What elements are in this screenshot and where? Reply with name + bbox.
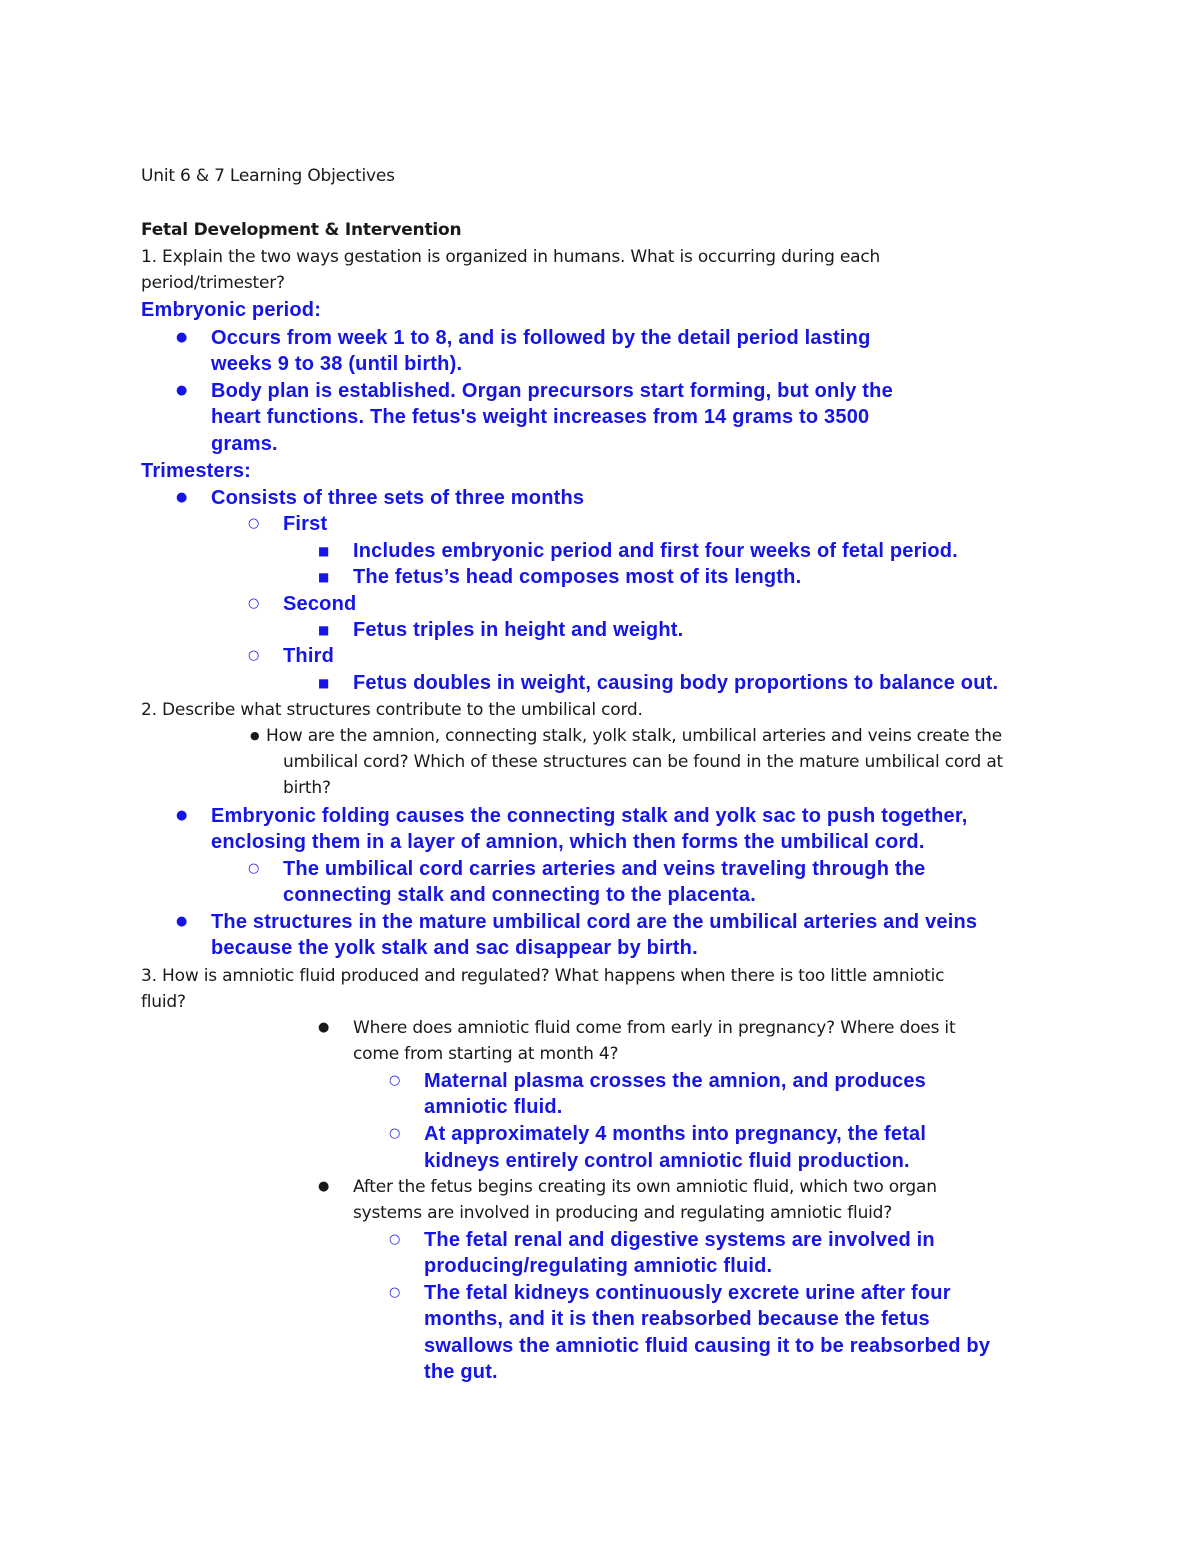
bullet-ring-icon: ○: [389, 1232, 401, 1247]
bullet-dot-icon: ●: [176, 490, 188, 505]
question-text-cont: fluid?: [141, 992, 186, 1012]
answer-text: producing/regulating amniotic fluid.: [424, 1255, 773, 1277]
bullet-square-icon: ■: [318, 570, 330, 584]
bullet-dot-icon: ●: [318, 1020, 330, 1035]
subquestion-text: come from starting at month 4?: [353, 1044, 619, 1064]
bullet-ring-icon: ○: [248, 516, 260, 531]
answer-text: because the yolk stalk and sac disappear by birth.: [211, 937, 698, 959]
answer-text: Includes embryonic period and first four weeks of fetal period.: [353, 540, 958, 562]
answer-text: Second: [283, 593, 357, 615]
bullet-ring-icon: ○: [389, 1126, 401, 1141]
answer-text: grams.: [211, 433, 278, 455]
answer-text: enclosing them in a layer of amnion, which then forms the umbilical cord.: [211, 831, 925, 853]
answer-text: Fetus triples in height and weight.: [353, 619, 684, 641]
answer-text: Maternal plasma crosses the amnion, and produces: [424, 1070, 926, 1092]
subquestion-text: umbilical cord? Which of these structures can be found in the mature umbilical cord at: [283, 752, 1004, 772]
answer-text: The structures in the mature umbilical cord are the umbilical arteries and veins: [211, 911, 978, 933]
answer-text: At approximately 4 months into pregnancy, the fetal: [424, 1123, 927, 1145]
question-text: Explain the two ways gestation is organized in humans. What is occurring during each: [162, 247, 881, 267]
subquestion-text: How are the amnion, connecting stalk, yolk stalk, umbilical arteries and veins create the: [266, 726, 1002, 746]
answer-text: The fetal renal and digestive systems are involved in: [424, 1229, 935, 1251]
answer-text: Consists of three sets of three months: [211, 487, 585, 509]
bullet-square-icon: ■: [318, 544, 330, 558]
answer-text: the gut.: [424, 1361, 498, 1383]
answer-text: The fetus’s head composes most of its length.: [353, 566, 802, 588]
subquestion-text: Where does amniotic fluid come from early in pregnancy? Where does it: [353, 1018, 956, 1038]
answer-heading-embryonic: Embryonic period:: [141, 299, 322, 321]
answer-text: Third: [283, 645, 334, 667]
answer-text: Embryonic folding causes the connecting stalk and yolk sac to push together,: [211, 805, 968, 827]
question-number: 3.: [141, 966, 157, 986]
question-text-cont: period/trimester?: [141, 273, 285, 293]
question-1: [141, 244, 880, 270]
section-heading: Fetal Development & Intervention: [141, 220, 462, 240]
answer-text: weeks 9 to 38 (until birth).: [211, 353, 463, 375]
bullet-ring-icon: ○: [248, 596, 260, 611]
answer-text: connecting stalk and connecting to the placenta.: [283, 884, 756, 906]
answer-text: kidneys entirely control amniotic fluid production.: [424, 1150, 910, 1172]
bullet-ring-icon: ○: [248, 648, 260, 663]
bullet-ring-icon: ○: [248, 861, 260, 876]
subquestion-text: After the fetus begins creating its own amniotic fluid, which two organ: [353, 1177, 937, 1197]
bullet-dot-icon: ●: [318, 1179, 330, 1194]
answer-text: swallows the amniotic fluid causing it to be reabsorbed by: [424, 1335, 991, 1357]
answer-text: Body plan is established. Organ precursors start forming, but only the: [211, 380, 893, 402]
bullet-dot-icon: ●: [176, 808, 188, 823]
answer-text: The umbilical cord carries arteries and veins traveling through the: [283, 858, 926, 880]
bullet-ring-icon: ○: [389, 1285, 401, 1300]
answer-text: heart functions. The fetus's weight increases from 14 grams to 3500: [211, 406, 870, 428]
bullet-ring-icon: ○: [389, 1073, 401, 1088]
answer-text: Occurs from week 1 to 8, and is followed by the detail period lasting: [211, 327, 871, 349]
question-number: 1.: [141, 247, 157, 267]
subquestion-text: systems are involved in producing and regulating amniotic fluid?: [353, 1203, 893, 1223]
bullet-square-icon: ■: [318, 676, 330, 690]
answer-text: months, and it is then reabsorbed because the fetus: [424, 1308, 930, 1330]
subquestion-text: birth?: [283, 778, 331, 798]
bullet-dot-icon: ●: [176, 914, 188, 929]
question-text: How is amniotic fluid produced and regulated? What happens when there is too little amniotic: [162, 966, 945, 986]
bullet-dot-icon: ●: [176, 330, 188, 345]
question-number: 2.: [141, 700, 157, 720]
document-title: Unit 6 & 7 Learning Objectives: [141, 166, 395, 186]
answer-text: amniotic fluid.: [424, 1096, 563, 1118]
bullet-dot-icon: ●: [250, 729, 260, 742]
answer-text: The fetal kidneys continuously excrete urine after four: [424, 1282, 951, 1304]
answer-heading-trimesters: Trimesters:: [141, 460, 252, 482]
question-3: [141, 963, 944, 989]
answer-text: Fetus doubles in weight, causing body proportions to balance out.: [353, 672, 999, 694]
question-text: Describe what structures contribute to the umbilical cord.: [162, 700, 643, 720]
bullet-square-icon: ■: [318, 623, 330, 637]
question-2: [141, 697, 643, 723]
answer-text: First: [283, 513, 328, 535]
bullet-dot-icon: ●: [176, 383, 188, 398]
